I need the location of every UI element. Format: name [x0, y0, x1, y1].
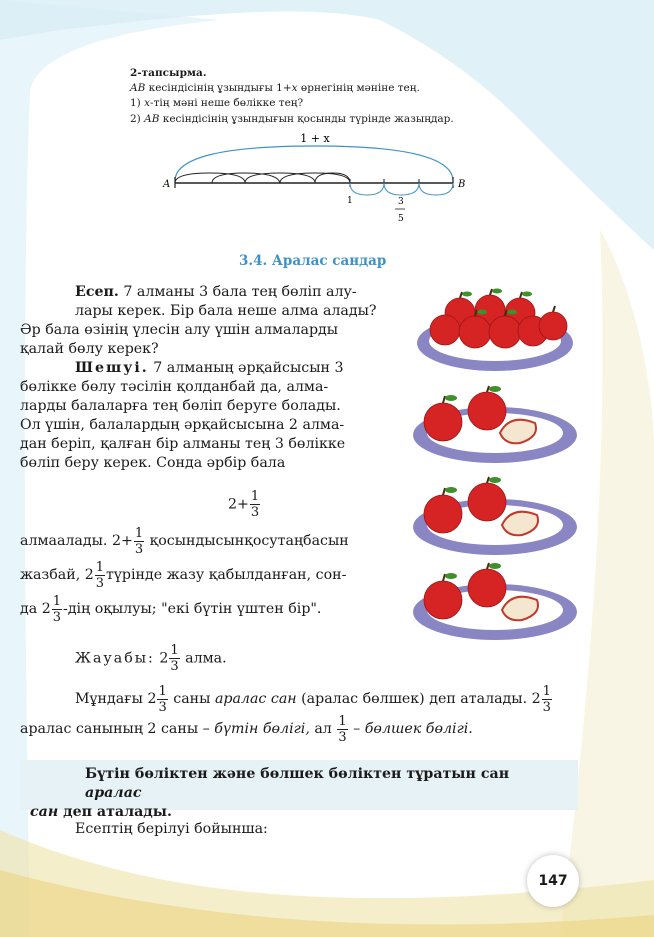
- page-number: 147: [527, 855, 579, 907]
- label-1: 1: [347, 196, 353, 206]
- section-title: 3.4. Аралас сандар: [239, 253, 387, 269]
- label-one-plus-x: 1 + x: [300, 132, 330, 145]
- formula-two-plus-third: 2+ $\frac{1}{3}$: [228, 489, 260, 520]
- plate-two-apples-slice-3: [410, 562, 580, 647]
- definition-text: Бүтін бөліктен және бөлшек бөліктен тұратын сан аралас сан деп аталады.: [30, 766, 510, 820]
- mixed-number-paragraph: Мұндағы 2 $\frac{1}{3}$ саны аралас сан (аралас бөлшек) деп аталады. 2 $\frac{1}{3}$ аралас санының 2 саны – бүтін бөлігі, ал $\frac{1}{3}$ – бөлшек бөлігі.: [20, 683, 551, 745]
- segment-diagram: [155, 128, 485, 233]
- closing-line: Есептің берілуі бойынша:: [75, 821, 268, 837]
- task-question-2: 2) AB кесіндісінің ұзындығын қосынды түрінде жазыңдар.: [130, 113, 454, 125]
- label-b: B: [458, 179, 466, 190]
- plate-two-apples-slice-2: [410, 475, 580, 560]
- unit-arcs: [175, 173, 350, 183]
- total-arc: [175, 146, 453, 181]
- solution-text: Шешуі. 7 алманың әрқайсысын 3 бөлікке бөлу тәсілін қолданбай да, алма- ларды балаларға тең бөліп беруге болады. Ол үшін, балалардың әрқайсысына 2 алма- дан беріп, қалған бір алманы тең 3 бөлікке бөліп беру керек. Сонда әрбір бала: [20, 360, 346, 471]
- task-statement: AB кесіндісінің ұзындығы 1+x өрнегінің мәніне тең.: [130, 82, 420, 94]
- frac-num: 3: [398, 197, 404, 207]
- answer-line: Жауабы: 2 $\frac{1}{3}$ алма.: [75, 643, 227, 674]
- fifth-arcs: [350, 183, 453, 195]
- plate-two-apples-slice-1: [410, 385, 580, 470]
- problem-label: Есеп.: [75, 284, 119, 300]
- task-question-1: 1) x-тің мәні неше бөлікке тең?: [130, 97, 304, 109]
- plate-seven-apples: [415, 288, 580, 378]
- label-a: A: [163, 179, 171, 190]
- task-heading: 2-тапсырма.: [130, 67, 207, 79]
- solution-label: Шешуі.: [75, 360, 149, 376]
- problem-text: Есеп. 7 алманы 3 бала тең бөліп алу- лары керек. Бір бала неше алма алады? Әр бала өзінің үлесін алу үшін алмаларды қалай бөлу керек?: [20, 284, 377, 357]
- frac-den: 5: [398, 214, 404, 224]
- mixed-number-text: алмаалады. 2+ $\frac{1}{3}$ қосындысынқосутаңбасын жазбай, 2 $\frac{1}{3}$ түрінде жазу қабылданған, сон- да 2 $\frac{1}{3}$ -дің оқылуы; "екі бүтін үштен бір".: [20, 525, 349, 625]
